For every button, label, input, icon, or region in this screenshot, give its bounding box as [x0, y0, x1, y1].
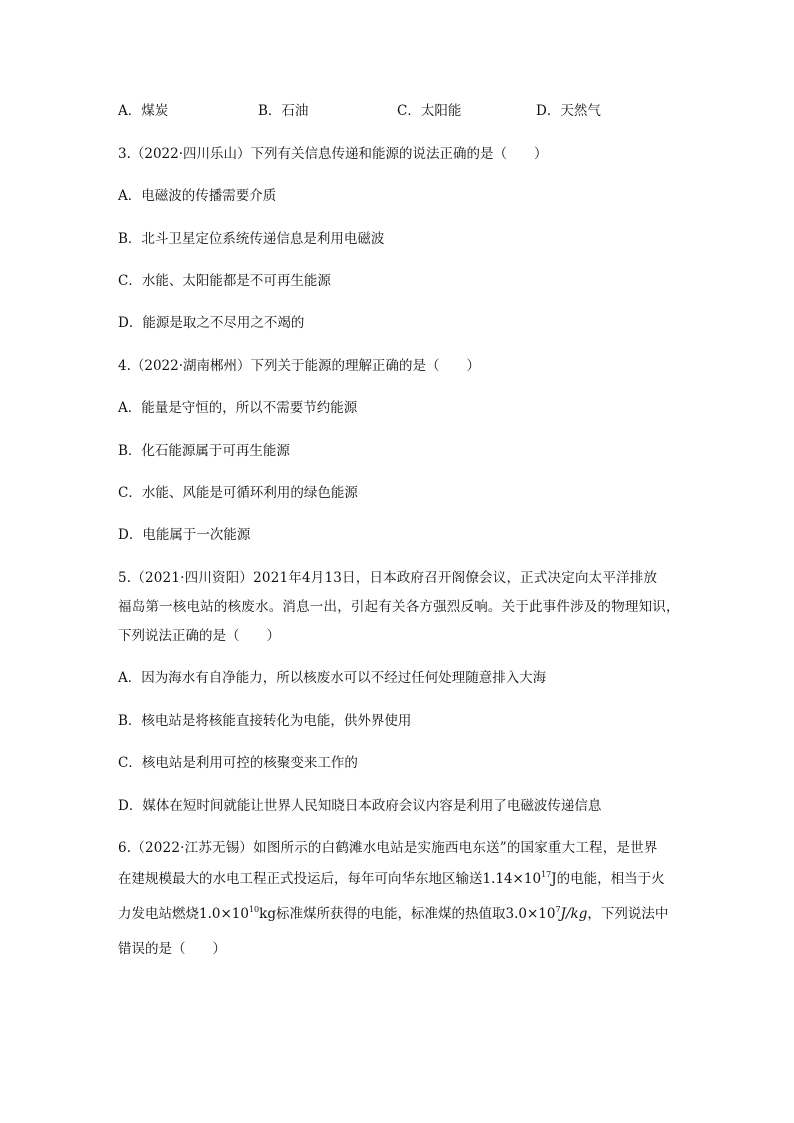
question-3-option-c: C．水能、太阳能都是不可再生能源: [118, 273, 331, 289]
question-5-stem-line-2: 福岛第一核电站的核废水。消息一出，引起有关各方强烈反响。关于此事件涉及的物理知识，: [118, 599, 680, 615]
option-c: C．太阳能: [397, 103, 462, 119]
question-6-stem-line-2: [118, 869, 665, 889]
question-5-stem-line-3: 下列说法正确的是（ ）: [118, 628, 280, 644]
option-d: D．天然气: [536, 103, 601, 119]
q6-text: kg标准煤所获得的电能，标准煤的热值取: [259, 906, 506, 922]
question-5-option-c: C．核电站是利用可控的核聚变来工作的: [118, 755, 358, 771]
question-3-option-d: D．能源是取之不尽用之不竭的: [118, 315, 305, 331]
question-4-option-d: D．电能属于一次能源: [118, 527, 251, 543]
question-4-stem: 4.（2022·湖南郴州）下列关于能源的理解正确的是（ ）: [118, 358, 481, 374]
question-5-option-a: A．因为海水有自净能力，所以核废水可以不经过任何处理随意排入大海: [118, 670, 547, 686]
question-3-option-b: B．北斗卫星定位系统传递信息是利用电磁波: [118, 231, 385, 247]
question-3-stem: 3.（2022·四川乐山）下列有关信息传递和能源的说法正确的是（ ）: [118, 146, 548, 162]
question-2-options: [118, 101, 601, 121]
question-5-option-b: B．核电站是将核能直接转化为电能，供外界使用: [118, 713, 412, 729]
question-4-option-b: B．化石能源属于可再生能源: [118, 443, 290, 459]
energy-value: $1.14\times 10^{17}$: [482, 870, 552, 887]
question-3-option-a: A．电磁波的传播需要介质: [118, 188, 277, 204]
q6-text: J的电能，相当于火: [551, 871, 665, 887]
question-6-stem-line-3: [118, 904, 668, 924]
q6-text: ，下列说法中: [587, 906, 669, 922]
question-5-option-d: D．媒体在短时间就能让世界人民知晓日本政府会议内容是利用了电磁波传递信息: [118, 798, 602, 814]
question-4-option-c: C．水能、风能是可循环利用的绿色能源: [118, 485, 358, 501]
question-4-option-a: A．能量是守恒的，所以不需要节约能源: [118, 400, 358, 416]
q6-text: 在建规模最大的水电工程正式投运后，每年可向华东地区输送: [118, 871, 483, 887]
q6-text: 力发电站燃烧: [118, 906, 199, 922]
heat-value: $3.0\times 10^7J/kg$: [505, 905, 588, 922]
option-b: B．石油: [258, 103, 309, 119]
option-a: A．煤炭: [118, 103, 169, 119]
question-6-stem-line-4: 错误的是（ ）: [118, 941, 226, 957]
question-5-stem-line-1: 5.（2021·四川资阳）2021年4月13日，日本政府召开阁僚会议，正式决定向太平洋排放: [118, 570, 658, 586]
question-6-stem-line-1: 6.（2022·江苏无锡）如图所示的白鹤滩水电站是实施西电东送”的国家重大工程，是世界: [118, 840, 658, 856]
coal-mass-value: $1.0\times 10^{10}$: [199, 905, 260, 922]
